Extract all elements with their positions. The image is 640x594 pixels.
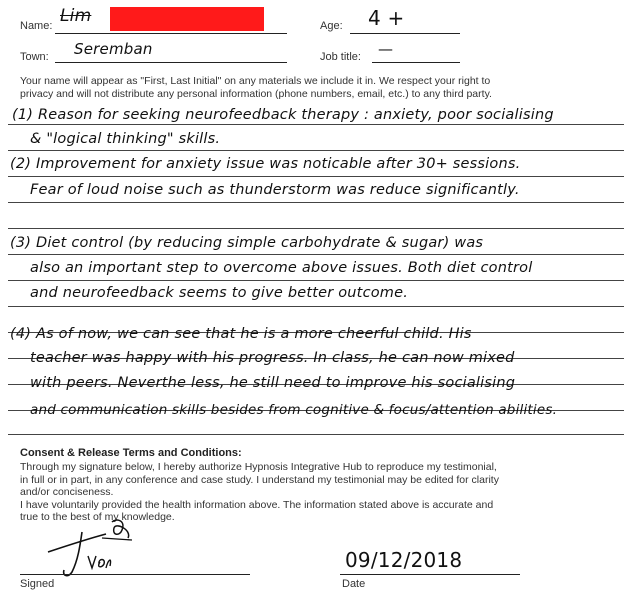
town-value: Seremban (74, 40, 153, 58)
testimonial-line: also an important step to overcome above issues. Both diet control (30, 260, 533, 276)
testimonial-line: (3) Diet control (by reducing simple carbohydrate & sugar) was (10, 235, 484, 251)
testimonial-line: (2) Improvement for anxiety issue was noticable after 30+ sessions. (10, 156, 521, 172)
town-underline (55, 62, 287, 63)
date-value: 09/12/2018 (345, 548, 463, 572)
signature-underline (20, 574, 250, 575)
ruled-line (8, 176, 624, 177)
ruled-line (8, 124, 624, 125)
date-label: Date (342, 578, 366, 590)
name-underline (55, 33, 287, 34)
age-value: 4 + (368, 6, 405, 30)
ruled-line (8, 254, 624, 255)
terms-line: and/or conciseness. (20, 486, 114, 498)
ruled-line (8, 306, 624, 307)
age-underline (350, 33, 460, 34)
testimonial-line: and neurofeedback seems to give better outcome. (30, 285, 409, 301)
date-underline (340, 574, 520, 575)
ruled-line (8, 150, 624, 151)
testimonial-line: Fear of loud noise such as thunderstorm was reduce significantly. (30, 182, 520, 198)
age-label: Age: (320, 20, 343, 32)
privacy-note-line: privacy and will not distribute any personal information (phone numbers, email, etc.) to any third party. (20, 88, 492, 100)
town-label: Town: (20, 51, 49, 63)
job-title-underline (372, 62, 460, 63)
testimonial-line: (4) As of now, we can see that he is a more cheerful child. His (10, 326, 472, 342)
testimonial-line: & "logical thinking" skills. (30, 131, 221, 147)
name-redaction (110, 7, 264, 31)
name-value: Lim (60, 6, 92, 26)
terms-line: I have voluntarily provided the health information above. The information stated above is accurate and (20, 498, 494, 511)
ruled-line (8, 434, 624, 435)
testimonial-line: with peers. Neverthe less, he still need to improve his socialising (30, 375, 516, 391)
privacy-note (20, 75, 630, 101)
terms-line: Through my signature below, I hereby authorize Hypnosis Integrative Hub to reproduce my testimonial, (20, 461, 497, 473)
privacy-note-line: Your name will appear as "First, Last Initial" on any materials we include it in. We respect your right to (20, 75, 491, 87)
ruled-line (8, 202, 624, 203)
job-title-value: — (378, 40, 394, 58)
signed-label: Signed (20, 578, 55, 590)
job-title-label: Job title: (320, 51, 361, 63)
ruled-line (8, 228, 624, 229)
terms-line: in full or in part, in any conference and case study. I understand my testimonial may be edited for clarity (20, 473, 499, 486)
ruled-line (8, 280, 624, 281)
testimonial-line: (1) Reason for seeking neurofeedback therapy : anxiety, poor socialising (12, 107, 554, 123)
terms-title: Consent & Release Terms and Conditions: (20, 447, 242, 459)
testimonial-line: and communication skills besides from cognitive & focus/attention abilities. (30, 402, 558, 418)
terms-line: true to the best of my knowledge. (20, 511, 175, 523)
name-label: Name: (20, 20, 53, 32)
testimonial-line: teacher was happy with his progress. In class, he can now mixed (30, 350, 515, 366)
